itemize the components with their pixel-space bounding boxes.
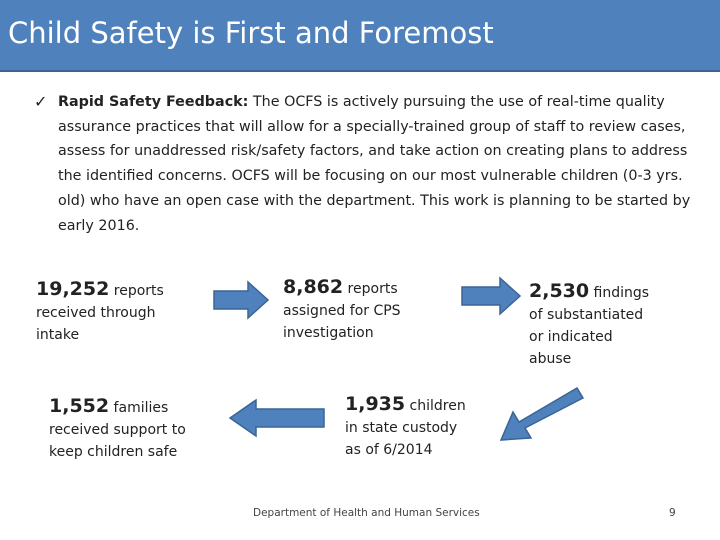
arrow-right-icon — [460, 276, 522, 316]
stat-number: 2,530 — [529, 280, 590, 302]
stat-desc: investigation — [283, 325, 374, 341]
stat-number: 1,552 — [49, 395, 110, 417]
slide-title: Child Safety is First and Foremost — [8, 16, 494, 50]
bullet-paragraph — [58, 90, 698, 238]
stat-desc: received support to — [49, 422, 186, 438]
stat-desc: keep children safe — [49, 444, 178, 460]
stat-reports-assigned — [283, 276, 473, 344]
stat-desc: assigned for CPS — [283, 303, 401, 319]
arrow-right-icon — [212, 280, 270, 320]
arrow-down-left-icon — [495, 378, 585, 448]
stat-desc: abuse — [529, 351, 572, 367]
stat-desc: as of 6/2014 — [345, 442, 433, 458]
stat-unit: children — [405, 398, 466, 414]
footer-department: Department of Health and Human Services — [253, 507, 480, 519]
stat-reports-received — [36, 278, 226, 346]
bullet-text: The OCFS is actively pursuing the use of real-time quality assurance practices that will allow for a specially-trained group of staff to review cases, assess for unaddressed risk/safety factors, and take action on creating plans to address the identified concerns. OCFS will be focusing on our most vulnerable children (0-3 yrs. old) who have an open case with the department. This work is planning to be started by early 2016. — [58, 94, 691, 234]
stat-unit: reports — [343, 281, 398, 297]
stat-desc: or indicated — [529, 329, 613, 345]
stat-unit: reports — [109, 283, 164, 299]
bullet-lead: Rapid Safety Feedback: — [58, 94, 249, 110]
stat-number: 1,935 — [345, 393, 406, 415]
stat-families-supported — [49, 395, 249, 463]
stat-desc: intake — [36, 327, 80, 343]
page-number: 9 — [669, 507, 676, 519]
stat-desc: received through — [36, 305, 156, 321]
stat-findings — [529, 280, 709, 370]
stat-unit: families — [109, 400, 169, 416]
checkmark-icon: ✓ — [34, 92, 48, 111]
stat-desc: of substantiated — [529, 307, 644, 323]
title-bar — [0, 0, 720, 72]
stat-number: 19,252 — [36, 278, 110, 300]
stat-desc: in state custody — [345, 420, 458, 436]
stat-unit: findings — [589, 285, 650, 301]
stat-number: 8,862 — [283, 276, 344, 298]
arrow-left-icon — [226, 398, 326, 438]
